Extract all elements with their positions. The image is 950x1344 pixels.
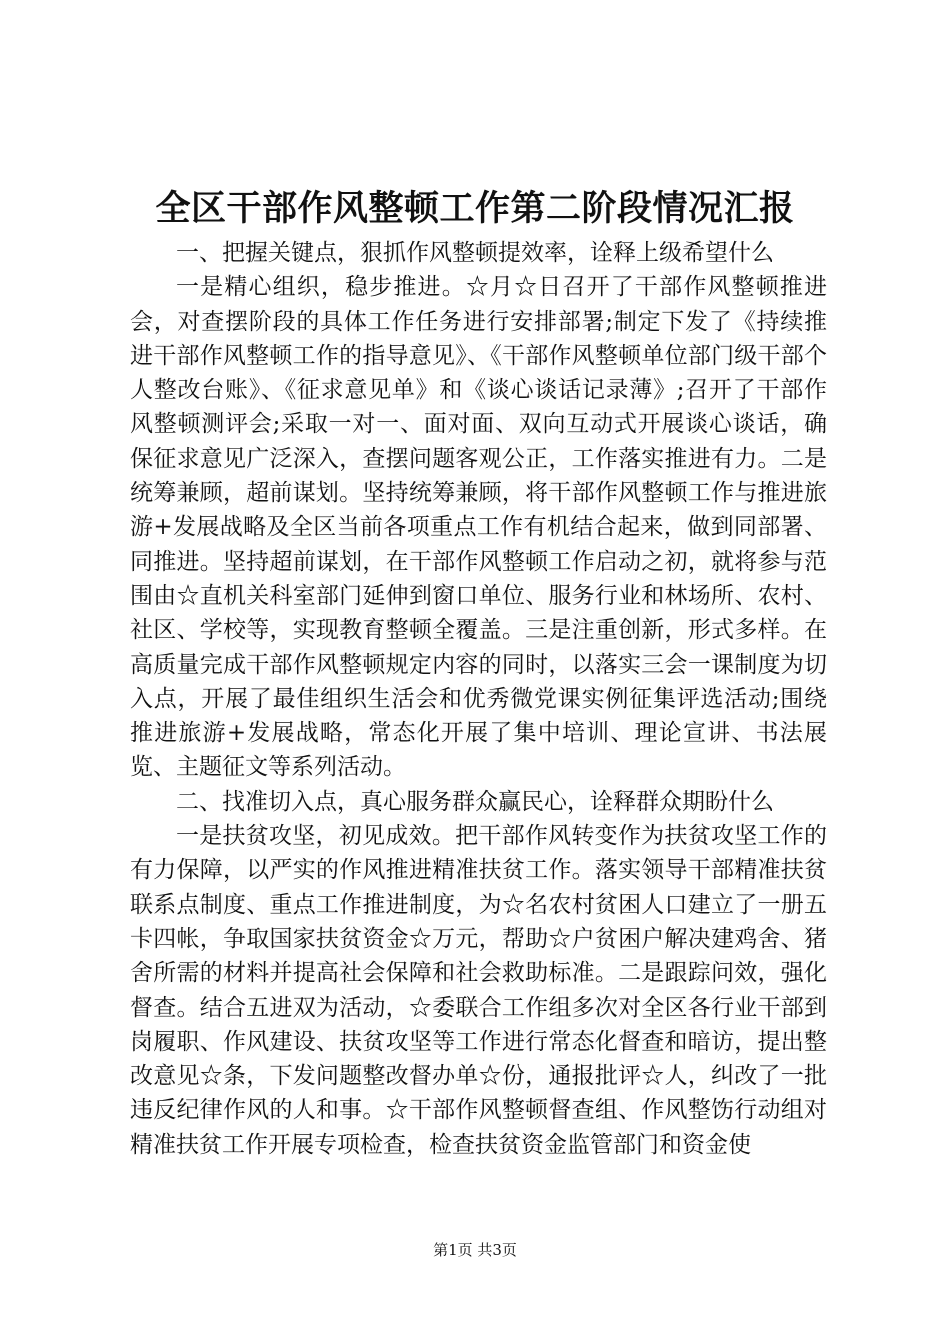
document-body xyxy=(130,236,827,1162)
section-heading-2: 二、找准切入点，真心服务群众赢民心，诠释群众期盼什么 xyxy=(176,788,774,815)
paragraph-section-1: 一是精心组织，稳步推进。☆月☆日召开了干部作风整顿推进会，对查摆阶段的具体工作任务进行安排部署;制定下发了《持续推进干部作风整顿工作的指导意见》、《干部作风整顿单位部门级干部个人整改台账》、《征求意见单》和《谈心谈话记录薄》;召开了干部作风整顿测评会;采取一对一、面对面、双向互动式开展谈心谈话，确保征求意见广泛深入，查摆问题客观公正，工作落实推进有力。二是统筹兼顾，超前谋划。坚持统筹兼顾，将干部作风整顿工作与推进旅游+发展战略及全区当前各项重点工作有机结合起来，做到同部署、同推进。坚持超前谋划，在干部作风整顿工作启动之初，就将参与范围由☆直机关科室部门延伸到窗口单位、服务行业和林场所、农村、社区、学校等，实现教育整顿全覆盖。三是注重创新，形式多样。在高质量完成干部作风整顿规定内容的同时，以落实三会一课制度为切入点，开展了最佳组织生活会和优秀微党课实例征集评选活动;围绕推进旅游+发展战略，常态化开展了集中培训、理论宣讲、书法展览、主题征文等系列活动。 xyxy=(130,274,827,781)
page-number-footer: 第1页 共3页 xyxy=(433,1241,517,1259)
section-heading-1: 一、把握关键点，狠抓作风整顿提效率，诠释上级希望什么 xyxy=(176,240,774,266)
paragraph-section-2: 一是扶贫攻坚，初见成效。把干部作风转变作为扶贫攻坚工作的有力保障，以严实的作风推进精准扶贫工作。落实领导干部精准扶贫联系点制度、重点工作推进制度，为☆名农村贫困人口建立了一册五卡四帐，争取国家扶贫资金☆万元，帮助☆户贫困户解决建鸡舍、猪舍所需的材料并提高社会保障和社会救助标准。二是跟踪问效，强化督查。结合五进双为活动，☆委联合工作组多次对全区各行业干部到岗履职、作风建设、扶贫攻坚等工作进行常态化督查和暗访，提出整改意见☆条，下发问题整改督办单☆份，通报批评☆人，纠改了一批违反纪律作风的人和事。☆干部作风整顿督查组、作风整饬行动组对精准扶贫工作开展专项检查，检查扶贫资金监管部门和资金使 xyxy=(130,823,827,1158)
document-title: 全区干部作风整顿工作第二阶段情况汇报 xyxy=(155,188,795,229)
